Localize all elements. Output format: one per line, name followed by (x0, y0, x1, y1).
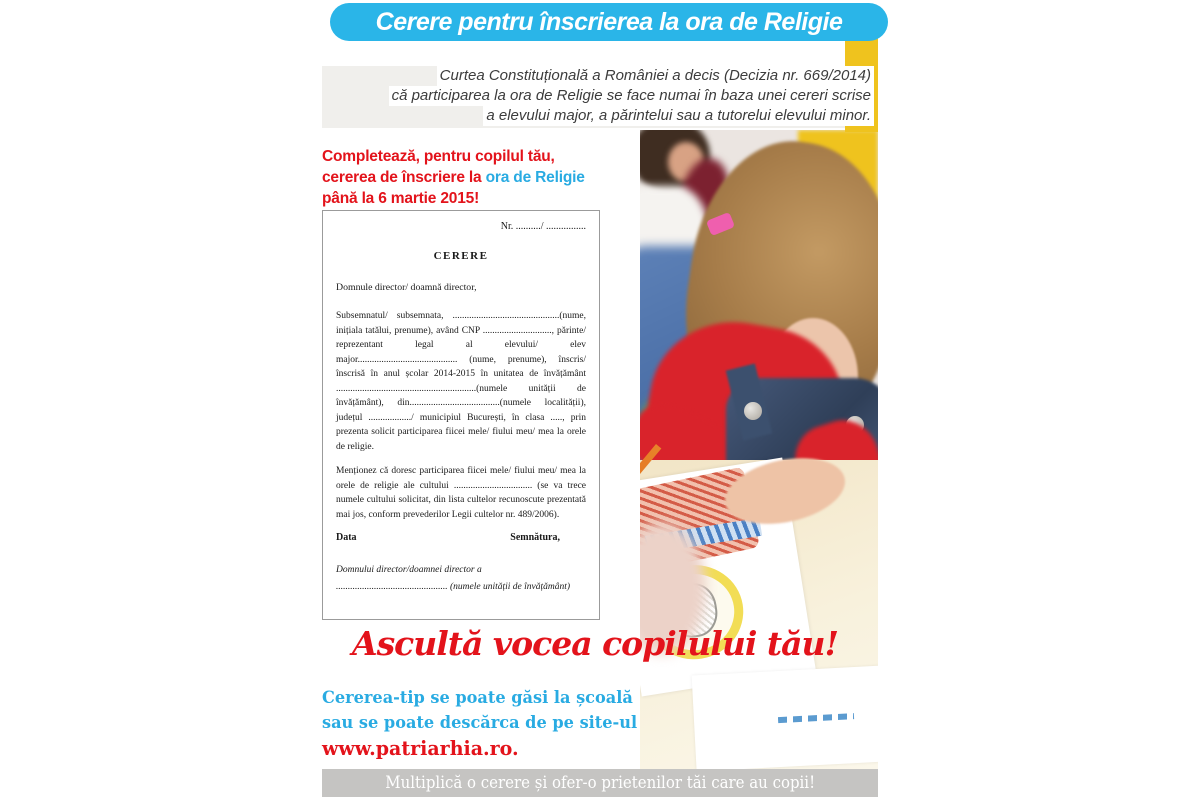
religion-class-highlight: ora de Religie (485, 169, 585, 186)
download-info (322, 686, 637, 761)
classroom-photo (640, 130, 878, 770)
decision-line: Curtea Constituțională a României a decis (Decizia nr. 669/2014) (322, 66, 874, 86)
photo-blue-marks (778, 713, 854, 723)
cta-line-1: Completează, pentru copilul tău, (322, 148, 555, 165)
photo-second-paper (692, 665, 878, 770)
download-line-1: Cererea-tip se poate găsi la școală (322, 688, 633, 708)
form-addressee (336, 565, 586, 592)
poster-title: Cerere pentru înscrierea la ora de Religie (375, 7, 843, 36)
decision-line: că participarea la ora de Religie se face numai în baza unei cereri scrise (322, 86, 874, 106)
form-addressee-line-1: Domnului director/doamnei director a (336, 565, 482, 575)
form-signature-label: Semnătura, (510, 532, 560, 543)
call-to-action (322, 146, 642, 209)
decision-text (322, 66, 874, 126)
cta-line-2: cererea de înscriere la ora de Religie (322, 169, 585, 186)
slogan: Ascultă vocea copilului tău! (352, 624, 838, 663)
form-date-label: Data (336, 532, 357, 543)
footer-bar (322, 769, 878, 797)
title-banner (330, 3, 888, 41)
form-number-line: Nr. ........../ ................ (500, 221, 586, 232)
form-paragraph-2: Menționez că doresc participarea fiicei mele/ fiului meu/ mea la orele de religie ale cultului ................................. (se va trece numele cultului solicitat, din lista cultelor recunoscute prezentată mai jos, conform prevederilor Legii cultelor nr. 489/2006). (336, 466, 586, 520)
cta-line-3: până la 6 martie 2015! (322, 190, 480, 207)
download-line-2: sau se poate descărca de pe site-ul (322, 713, 638, 733)
footer-bar-text: Multiplică o cerere și ofer-o prietenilor tăi care au copii! (385, 773, 815, 793)
form-body (336, 309, 586, 522)
form-date-signature-row (336, 532, 586, 543)
patriarhia-url[interactable]: www.patriarhia.ro. (322, 736, 519, 760)
application-form (322, 210, 600, 620)
photo-overalls-button (744, 402, 762, 420)
decision-line: a elevului major, a părintelui sau a tutorelui elevului minor. (322, 106, 874, 126)
form-paragraph-1: Subsemnatul/ subsemnata, .............................................(nume, inițiala tatălui, prenume), având CNP ............................., părinte/ reprezentant legal al elevului/ elev major.......................................... (nume, prenume), înscris/ înscrisă în anul școlar 2014-2015 în unitatea de învățământ ...........................................................(numele unității de învățământ), din......................................(numele localității), județul ................../ municipiul București, în clasa ....., prin prezenta solicit participarea fiicei mele/ fiului meu/ mea la orele de religie. (336, 311, 586, 452)
form-addressee-line-2: ............................................... (numele unității de învățământ) (336, 582, 571, 592)
form-salutation: Domnule director/ doamnă director, (336, 282, 477, 293)
form-title: CERERE (433, 250, 489, 262)
